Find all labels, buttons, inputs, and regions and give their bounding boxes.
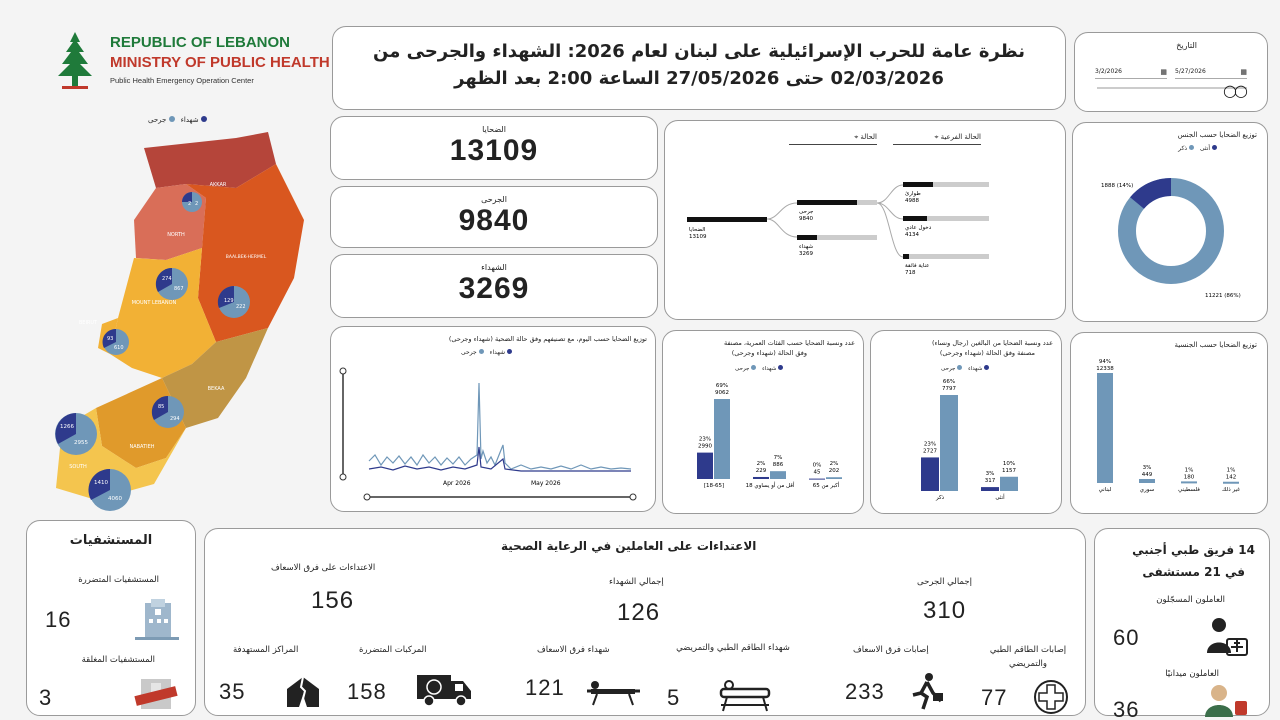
bar-label-killed: 23% [698, 436, 712, 443]
paramedic-injuries-value: 233 [845, 679, 885, 704]
map-legend-killed: شهداء [180, 116, 199, 124]
adult-chart-card [870, 330, 1062, 514]
kpi-killed-card [330, 254, 658, 318]
bar-label-injured: 7797 [942, 386, 956, 392]
total-injured-value: 310 [923, 597, 967, 624]
bar-killed[interactable] [753, 477, 769, 479]
bar-label-injured: 9062 [715, 390, 729, 396]
gender-legend: أنثى ذكر [1178, 145, 1217, 152]
adult-chart-title-1: عدد ونسبة الضحايا من البالغين (رجال ونساء) [931, 339, 1053, 347]
bar-injured[interactable] [940, 395, 958, 491]
bar-label-injured: 202 [828, 468, 840, 475]
svg-text:4988: 4988 [905, 198, 919, 204]
donut-male-label: 11221 (86%) [1205, 293, 1241, 299]
map-legend-injured: جرحى [148, 116, 167, 124]
paramedic-martyrs-label: شهداء فرق الاسعاف [537, 645, 610, 655]
page-title-line-1: نظرة عامة للحرب الإسرائيلية على لبنان لعام 2026: الشهداء والجرحى من [373, 41, 1025, 62]
destroyed-building-icon [283, 673, 323, 709]
bar-label-killed: 45 [813, 469, 821, 476]
kpi-total-value: 13109 [449, 134, 539, 167]
bar-label-killed: 23% [923, 441, 937, 448]
map-label-mount-lebanon: MOUNT LEBANON [131, 300, 177, 306]
bar-label-killed: 0% [812, 462, 822, 469]
date-filter-card [1074, 32, 1268, 112]
map-svg [36, 128, 326, 528]
svg-text:3269: 3269 [799, 251, 813, 257]
bar-killed[interactable] [809, 479, 825, 480]
bar-injured[interactable] [714, 399, 730, 479]
bar-label-injured: 10% [1002, 460, 1016, 467]
title-card [332, 26, 1066, 110]
bar-nationality[interactable] [1181, 481, 1197, 483]
pie-mount-lebanon[interactable] [156, 268, 188, 300]
gender-donut-card [1072, 122, 1268, 322]
date-start-input[interactable]: 3/2/2026 ▦ [1095, 65, 1167, 79]
damaged-hospital-icon [131, 595, 183, 643]
hospitals-damaged-label: المستشفيات المتضررة [78, 575, 159, 585]
pie-baalbek[interactable] [218, 286, 250, 318]
medical-worker-icon [1203, 683, 1249, 717]
adult-chart-svg [871, 331, 1063, 515]
svg-text:الضحايا: الضحايا [689, 227, 706, 233]
kpi-injured-label: الجرحى [481, 195, 507, 204]
date-filter-label: التاريخ [1176, 41, 1197, 50]
targeted-centers-label: المراكز المستهدفة [233, 645, 299, 655]
calendar-icon: ▦ [1160, 68, 1167, 76]
gender-donut-svg [1073, 151, 1269, 321]
bar-label-nationality: 449 [1141, 471, 1153, 478]
bar-nationality[interactable] [1097, 373, 1113, 483]
series-injured-line[interactable] [369, 383, 631, 469]
hospitals-title: المستشفيات [69, 533, 153, 548]
tree-filter-status[interactable]: الحالة ⌖ [789, 133, 877, 145]
damaged-vehicles-value: 158 [347, 679, 387, 704]
medical-injuries-value: 77 [981, 685, 1008, 710]
svg-text:93: 93 [107, 336, 114, 342]
svg-text:274: 274 [162, 276, 172, 282]
paramedic-injuries-label: إصابات فرق الاسعاف [853, 645, 929, 655]
registered-workers-label: العاملون المسجّلون [1156, 595, 1225, 605]
kpi-killed-value: 3269 [458, 272, 530, 305]
bar-label-killed: 229 [755, 467, 767, 474]
svg-text:2: 2 [188, 201, 192, 207]
pie-bekaa[interactable] [152, 396, 184, 428]
bar-label-nationality: 180 [1183, 474, 1195, 481]
svg-text:1266: 1266 [60, 424, 74, 430]
bar-label-injured: 2% [829, 461, 839, 468]
pie-north[interactable] [182, 192, 202, 212]
field-workers-label: العاملون ميدانيًا [1165, 669, 1219, 679]
donut-female-label: 1888 (14%) [1101, 183, 1134, 189]
svg-text:129: 129 [224, 298, 234, 304]
hospitals-card [26, 520, 196, 716]
x-tick-label: [18-65] [703, 483, 725, 489]
date-range-handles-icon[interactable]: ○○ [1223, 81, 1245, 100]
bar-label-injured: 69% [715, 383, 729, 389]
kpi-injured-value: 9840 [458, 204, 530, 237]
map-legend [148, 116, 207, 124]
adult-chart-title-2: مصنفة وفق الحالة (شهداء وجرحى) [939, 349, 1035, 357]
map-label-north: NORTH [167, 232, 185, 238]
paramedic-attacks-label: الاعتداءات على فرق الاسعاف [271, 563, 376, 573]
bar-label-injured: 66% [942, 379, 956, 385]
calendar-icon: ▦ [1240, 68, 1247, 76]
daily-chart-card [330, 326, 656, 512]
adult-legend: شهداء جرحى [941, 365, 989, 372]
series-killed-line[interactable] [369, 447, 631, 471]
svg-text:222: 222 [236, 304, 246, 310]
medical-martyrs-value: 5 [667, 685, 681, 710]
age-chart-svg [663, 331, 865, 515]
decomposition-tree-card [664, 120, 1066, 320]
svg-text:718: 718 [905, 270, 916, 276]
page-title-line-2: 02/03/2026 حتى 27/05/2026 الساعة 2:00 بعد الظهر [454, 68, 944, 89]
svg-text:1410: 1410 [94, 480, 108, 486]
foreign-teams-line-1: 14 فريق طبي أجنبي [1132, 543, 1255, 557]
bar-label-killed: 2990 [698, 443, 712, 450]
doctor-kit-icon [1205, 615, 1251, 661]
bar-killed[interactable] [697, 453, 713, 479]
bar-injured[interactable] [826, 477, 842, 479]
kpi-total-label: الضحايا [482, 125, 506, 134]
tree-filter-substatus[interactable]: الحالة الفرعية ⌖ [893, 133, 981, 145]
age-chart-card [662, 330, 864, 514]
svg-text:عناية فائقة: عناية فائقة [905, 263, 930, 269]
field-workers-value: 36 [1113, 697, 1140, 720]
bar-label-injured: 1157 [1002, 467, 1016, 474]
x-tick-label: أكبر من 65 [812, 483, 840, 489]
svg-text:867: 867 [174, 286, 184, 292]
svg-text:9840: 9840 [799, 216, 813, 222]
brand-line-2: MINISTRY OF PUBLIC HEALTH [110, 54, 330, 71]
hospitals-closed-label: المستشفيات المغلقة [81, 655, 155, 665]
pie-nabatieh[interactable] [55, 413, 97, 455]
bar-label-nationality: 12338 [1096, 366, 1114, 372]
map-label-bekaa: BEKAA [207, 386, 225, 392]
medical-injuries-label: إصابات الطاقم الطبي والتمريضي [989, 645, 1067, 669]
bar-label-killed: 2727 [923, 448, 937, 455]
svg-text:4134: 4134 [905, 232, 919, 238]
tree-svg [665, 141, 1065, 321]
bar-label-killed: 317 [984, 478, 996, 485]
x-tick-label: أنثى [995, 495, 1005, 501]
bar-label-injured: 886 [772, 462, 784, 469]
brand-line-3: Public Health Emergency Operation Center [110, 76, 254, 85]
running-paramedic-icon [907, 671, 947, 711]
daily-chart-title: توزيع الضحايا حسب اليوم، مع تصنيفهم وفق حالة الضحية (شهداء وجرحى) [448, 335, 647, 343]
svg-text:610: 610 [114, 345, 124, 351]
gender-chart-title: توزيع الضحايا حسب الجنس [1177, 131, 1257, 139]
total-martyrs-label: إجمالي الشهداء [609, 577, 664, 587]
attacks-title: الاعتداءات على العاملين في الرعاية الصحية [501, 539, 757, 553]
registered-workers-value: 60 [1113, 625, 1140, 650]
nationality-chart-svg [1071, 333, 1269, 515]
stretcher-icon [585, 679, 641, 709]
x-tick-label: ذكر [935, 495, 945, 501]
age-legend: شهداء جرحى [735, 365, 783, 372]
map-label-beirut: BEIRUT [78, 320, 98, 326]
bar-label-killed: 3% [985, 471, 995, 478]
ambulance-icon [415, 669, 473, 709]
daily-legend: شهداء جرحى [461, 349, 512, 356]
svg-text:2: 2 [195, 201, 199, 207]
pin-icon: ⌖ [934, 133, 939, 141]
bar-label-nationality: 3% [1142, 464, 1152, 471]
svg-text:شهداء: شهداء [799, 244, 814, 250]
foreign-teams-card [1094, 528, 1270, 720]
x-tick-label: سوري [1139, 487, 1155, 493]
nationality-chart-card [1070, 332, 1268, 514]
date-end-input[interactable]: 5/27/2026 ▦ [1175, 65, 1247, 79]
x-tick-may: May 2026 [531, 480, 561, 487]
hospitals-damaged-value: 16 [45, 607, 72, 632]
total-martyrs-value: 126 [617, 599, 661, 626]
bar-label-nationality: 1% [1184, 467, 1194, 474]
svg-text:2955: 2955 [74, 440, 88, 446]
bar-injured[interactable] [770, 471, 786, 479]
x-tick-label: أقل من أو يساوي 18 [745, 483, 795, 489]
svg-text:جرحى: جرحى [799, 209, 814, 215]
brand-block [44, 28, 330, 96]
daily-chart-svg [331, 327, 657, 513]
bar-nationality[interactable] [1139, 479, 1155, 483]
attacks-card [204, 528, 1086, 716]
svg-text:13109: 13109 [689, 234, 707, 240]
svg-text:4060: 4060 [108, 496, 122, 502]
map-label-baalbek: BAALBEK-HERMEL [225, 255, 267, 260]
kpi-injured-card [330, 186, 658, 248]
total-injured-label: إجمالي الجرحى [917, 577, 972, 587]
bar-killed[interactable] [981, 487, 999, 491]
cedar-logo-icon [44, 30, 106, 92]
paramedic-martyrs-value: 121 [525, 675, 565, 700]
bar-killed[interactable] [921, 457, 939, 491]
targeted-centers-value: 35 [219, 679, 246, 704]
svg-text:دخول عادي: دخول عادي [905, 225, 932, 231]
damaged-vehicles-label: المركبات المتضررة [359, 645, 427, 655]
paramedic-attacks-value: 156 [311, 587, 355, 614]
svg-text:85: 85 [158, 404, 165, 410]
bar-label-nationality: 142 [1225, 474, 1237, 481]
map-label-akkar: AKKAR [209, 182, 227, 188]
x-tick-label: غير ذلك [1221, 487, 1241, 493]
foreign-teams-line-2: في 21 مستشفى [1142, 565, 1245, 579]
bar-label-nationality: 94% [1098, 359, 1112, 365]
x-tick-apr: Apr 2026 [443, 480, 471, 487]
closed-hospital-icon [131, 673, 181, 713]
medical-martyrs-label: شهداء الطاقم الطبي والتمريضي [676, 643, 790, 653]
bar-label-nationality: 1% [1226, 467, 1236, 474]
pie-south[interactable] [88, 469, 131, 511]
nationality-chart-title: توزيع الضحايا حسب الجنسية [1174, 341, 1257, 349]
svg-text:طوارئ: طوارئ [905, 191, 921, 197]
svg-text:294: 294 [170, 416, 180, 422]
bar-nationality[interactable] [1223, 482, 1239, 484]
bar-injured[interactable] [1000, 477, 1018, 491]
medical-cross-icon [1033, 679, 1069, 715]
lebanon-map [36, 110, 326, 520]
x-tick-label: لبناني [1098, 487, 1112, 493]
brand-line-1: REPUBLIC OF LEBANON [110, 34, 290, 51]
map-label-nabatieh: NABATIEH [129, 444, 155, 450]
bar-label-injured: 7% [773, 455, 783, 462]
hospitals-closed-value: 3 [39, 685, 53, 710]
age-chart-title-2: وفق الحالة (شهداء وجرحى) [731, 349, 807, 357]
pin-icon: ⌖ [854, 133, 859, 141]
bar-label-killed: 2% [756, 460, 766, 467]
hospital-bed-icon [717, 675, 773, 715]
kpi-total-card [330, 116, 658, 180]
map-label-south: SOUTH [69, 464, 87, 470]
x-tick-label: فلسطيني [1178, 487, 1200, 493]
age-chart-title-1: عدد ونسبة الضحايا حسب الفئات العمرية، مصنفة [723, 339, 855, 347]
kpi-killed-label: الشهداء [481, 263, 507, 272]
